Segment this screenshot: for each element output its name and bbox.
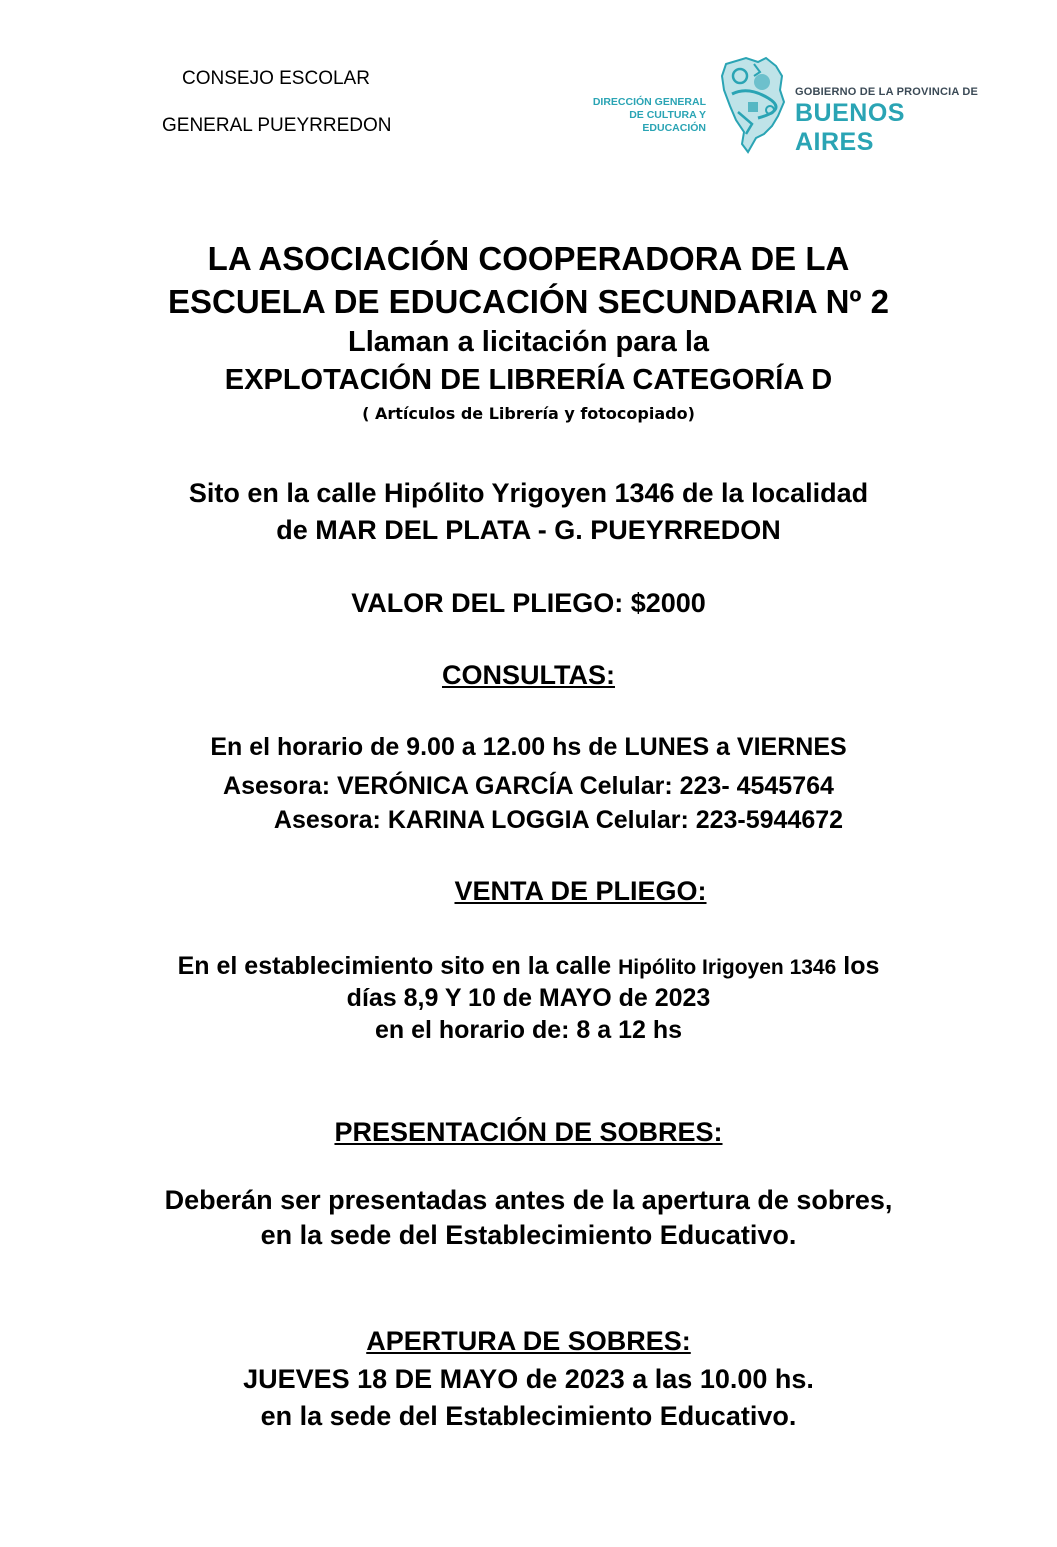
council-name-line2: GENERAL PUEYRREDON	[162, 115, 392, 136]
title-line1: LA ASOCIACIÓN COOPERADORA DE LA	[207, 240, 850, 277]
government-logo	[570, 52, 990, 162]
apertura-line2: en la sede del Establecimiento Educativo.	[260, 1401, 797, 1431]
presentacion-line2: en la sede del Establecimiento Educativo.	[260, 1220, 797, 1250]
venta-line2: días 8,9 Y 10 de MAYO de 2023	[346, 984, 711, 1012]
province-name: BUENOS AIRES	[795, 99, 905, 156]
gov-label: GOBIERNO DE LA PROVINCIA DE	[795, 86, 979, 98]
presentacion-line1: Deberán ser presentadas antes de la apertura de sobres,	[164, 1185, 893, 1215]
title-note: ( Artículos de Librería y fotocopiado)	[362, 404, 695, 423]
title-line2: ESCUELA DE EDUCACIÓN SECUNDARIA Nº 2	[167, 283, 889, 320]
title-line3: Llaman a licitación para la	[347, 326, 710, 358]
price: VALOR DEL PLIEGO: $2000	[351, 588, 706, 618]
venta-line3: en el horario de: 8 a 12 hs	[374, 1016, 683, 1044]
apertura-line1: JUEVES 18 DE MAYO de 2023 a las 10.00 hs.	[243, 1364, 814, 1394]
province-map-icon	[718, 54, 788, 158]
advisor-1: Asesora: VERÓNICA GARCÍA Celular: 223- 4545764	[223, 772, 834, 800]
apertura-heading: APERTURA DE SOBRES:	[366, 1326, 691, 1356]
presentacion-heading: PRESENTACIÓN DE SOBRES:	[334, 1117, 723, 1147]
dept-name	[570, 96, 706, 135]
venta-line1-start: En el establecimiento sito en la calle	[177, 952, 619, 980]
venta-address: Hipólito Irigoyen 1346	[618, 956, 837, 979]
dept-name-line1: DIRECCIÓN GENERAL	[592, 96, 706, 108]
title-line4: EXPLOTACIÓN DE LIBRERÍA CATEGORÍA D	[224, 364, 833, 396]
consultas-heading: CONSULTAS:	[442, 660, 615, 690]
consultas-schedule: En el horario de 9.00 a 12.00 hs de LUNES a VIERNES	[210, 733, 847, 761]
location-line1: Sito en la calle Hipólito Yrigoyen 1346 de la localidad	[188, 478, 869, 508]
venta-heading: VENTA DE PLIEGO:	[454, 876, 707, 906]
advisor-2: Asesora: KARINA LOGGIA Celular: 223-5944672	[273, 806, 844, 834]
venta-line1-end: los	[836, 952, 880, 980]
location-line2: de MAR DEL PLATA - G. PUEYRREDON	[276, 515, 781, 545]
council-name-line1: CONSEJO ESCOLAR	[182, 68, 370, 89]
dept-name-line2: DE CULTURA Y EDUCACIÓN	[629, 109, 706, 134]
venta-line1	[0, 952, 1057, 981]
